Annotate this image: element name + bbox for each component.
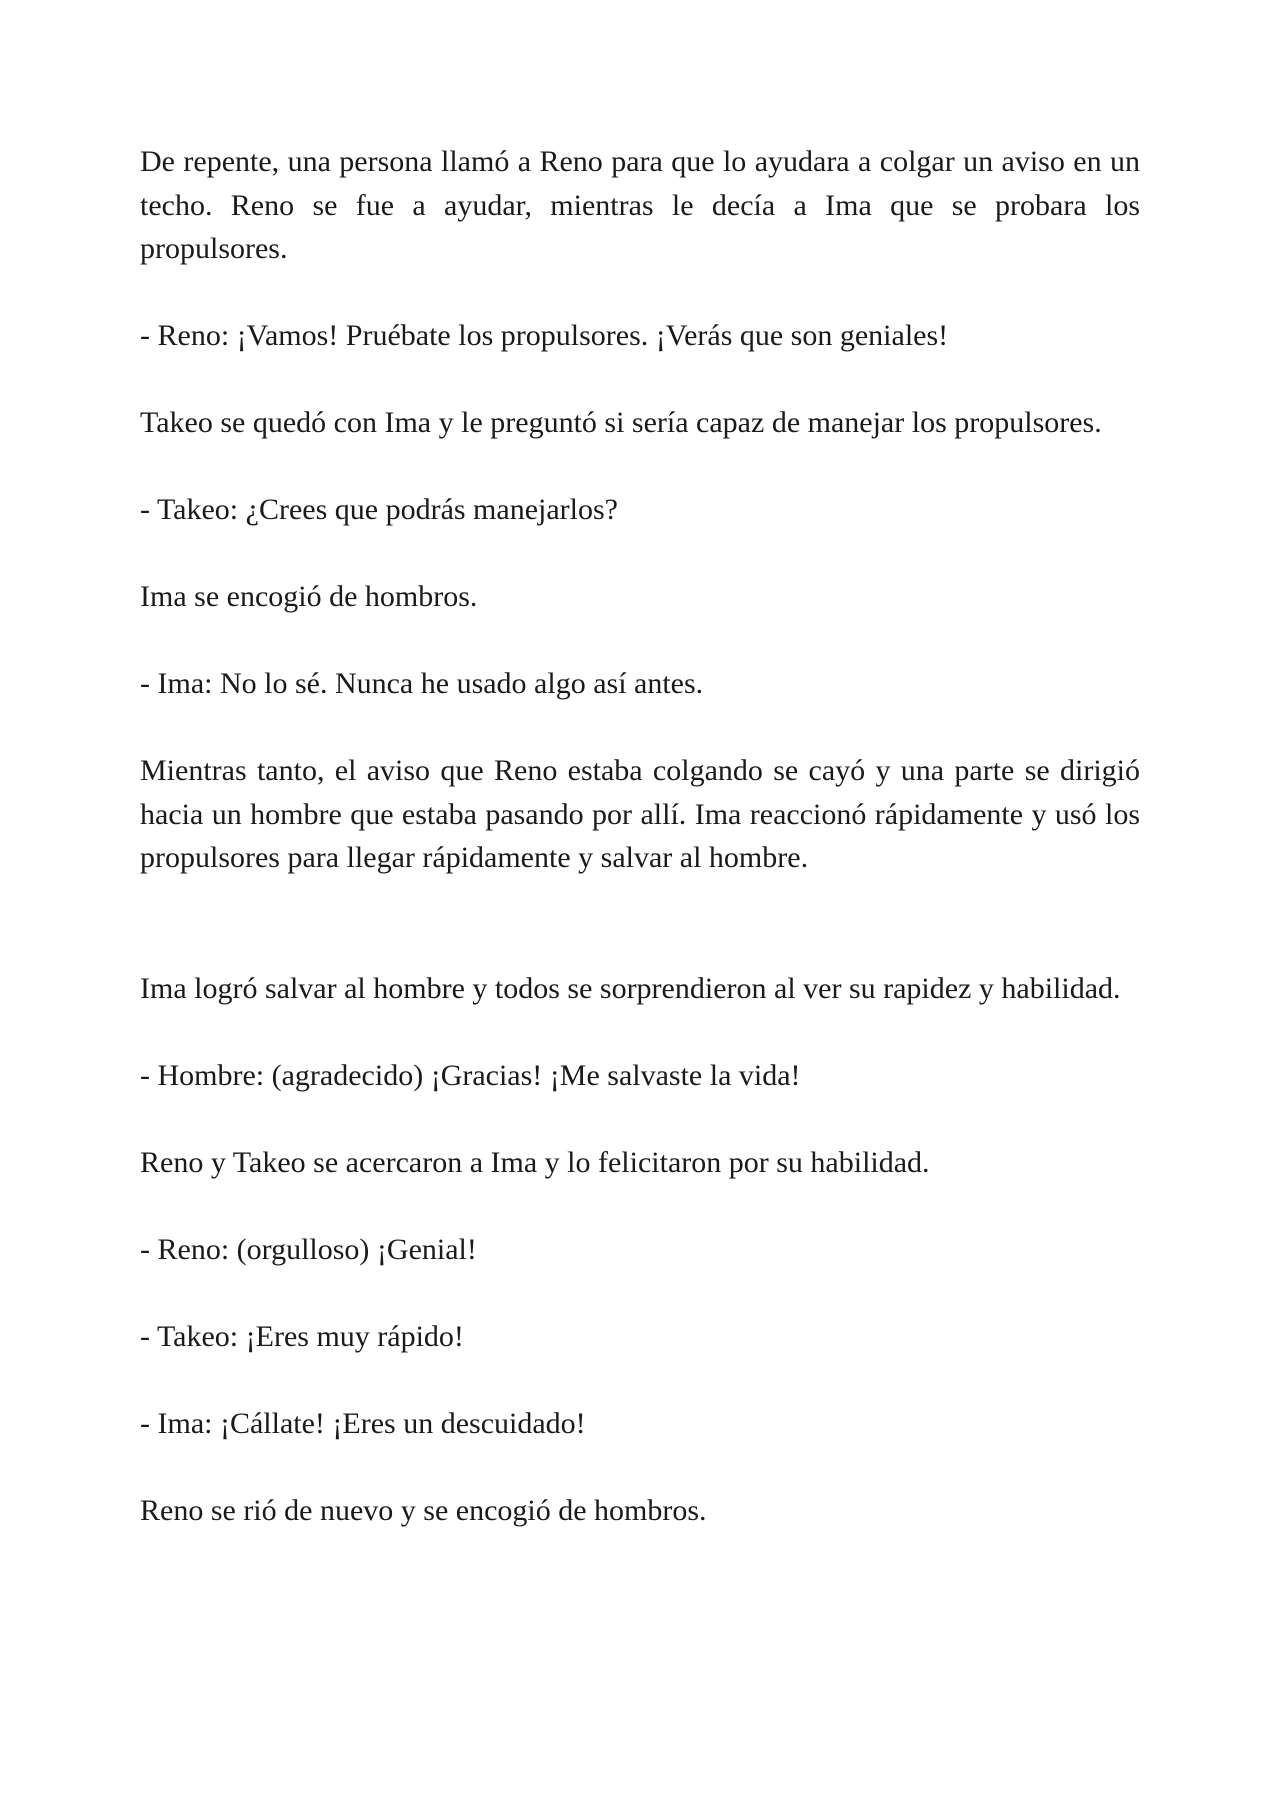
paragraph-7: Mientras tanto, el aviso que Reno estaba colgando se cayó y una parte se dirigió hacia un hombre que estaba pasando por allí. Ima reaccionó rápidamente y usó los propulsores para llegar rápidamente y salvar al hombre.	[140, 754, 1140, 874]
paragraph-10: Reno y Takeo se acercaron a Ima y lo felicitaron por su habilidad.	[140, 1145, 930, 1179]
paragraph-5: Ima se encogió de hombros.	[140, 580, 478, 613]
paragraph-4-dialogue-takeo: - Takeo: ¿Crees que podrás manejarlos?	[140, 493, 618, 526]
paragraph-2-dialogue-reno: - Reno: ¡Vamos! Pruébate los propulsores. ¡Verás que son geniales!	[140, 319, 949, 352]
paragraph-1: De repente, una persona llamó a Reno para que lo ayudara a colgar un aviso en un techo. Reno se fue a ayudar, mientras le decía a Ima que se probara los propulsores.	[140, 145, 1140, 265]
document-page	[140, 140, 1140, 1576]
paragraph-3: Takeo se quedó con Ima y le preguntó si sería capaz de manejar los propulsores.	[140, 406, 1102, 439]
paragraph-14: Reno se rió de nuevo y se encogió de hombros.	[140, 1493, 707, 1527]
paragraph-9-dialogue-hombre: - Hombre: (agradecido) ¡Gracias! ¡Me salvaste la vida!	[140, 1058, 801, 1092]
paragraph-11-dialogue-reno: - Reno: (orgulloso) ¡Genial!	[140, 1232, 477, 1266]
paragraph-13-dialogue-ima: - Ima: ¡Cállate! ¡Eres un descuidado!	[140, 1406, 586, 1440]
paragraph-6-dialogue-ima: - Ima: No lo sé. Nunca he usado algo así antes.	[140, 667, 704, 700]
paragraph-8: Ima logró salvar al hombre y todos se sorprendieron al ver su rapidez y habilidad.	[140, 971, 1121, 1005]
paragraph-12-dialogue-takeo: - Takeo: ¡Eres muy rápido!	[140, 1319, 464, 1353]
